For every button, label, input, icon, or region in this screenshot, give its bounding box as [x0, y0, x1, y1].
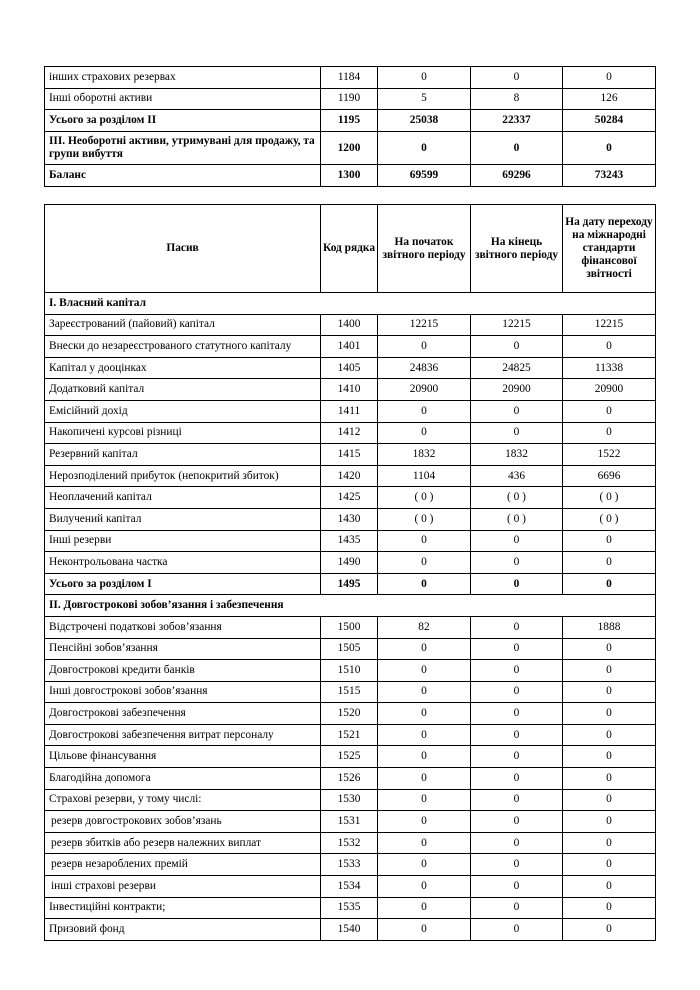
header-name: Пасив [45, 205, 321, 293]
value-start: 0 [378, 811, 471, 833]
row-label: Довгострокові забезпечення витрат персоналу [45, 724, 321, 746]
row-label: інші страхові резерви [45, 876, 321, 898]
value-ifrs: 0 [563, 746, 656, 768]
row-label: Емісійний дохід [45, 400, 321, 422]
section-row [45, 293, 656, 315]
table-row [45, 638, 656, 660]
value-end: 0 [471, 552, 563, 574]
value-ifrs: 0 [563, 811, 656, 833]
value-end: 1832 [471, 444, 563, 466]
row-label: Призовий фонд [45, 919, 321, 941]
value-start: 24836 [378, 357, 471, 379]
table-row [45, 465, 656, 487]
row-label: Нерозподілений прибуток (непокритий збиток) [45, 465, 321, 487]
row-code: 1532 [321, 832, 378, 854]
value-end: 69296 [471, 165, 563, 187]
value-start: 1104 [378, 465, 471, 487]
row-code: 1401 [321, 336, 378, 358]
value-end: 0 [471, 789, 563, 811]
value-ifrs: 20900 [563, 379, 656, 401]
value-start: 12215 [378, 314, 471, 336]
value-ifrs: 126 [563, 88, 656, 110]
row-code: 1533 [321, 854, 378, 876]
assets-continuation-table [44, 66, 656, 187]
row-code: 1300 [321, 165, 378, 187]
value-start: 0 [378, 336, 471, 358]
row-label: Баланс [45, 165, 321, 187]
section-title: ІІ. Довгострокові зобов’язання і забезпечення [45, 595, 656, 617]
row-label: Накопичені курсові різниці [45, 422, 321, 444]
value-end: 0 [471, 811, 563, 833]
section-row [45, 595, 656, 617]
row-code: 1495 [321, 573, 378, 595]
value-end: ( 0 ) [471, 508, 563, 530]
value-start: 0 [378, 422, 471, 444]
value-end: 0 [471, 746, 563, 768]
value-start: 0 [378, 67, 471, 89]
row-code: 1534 [321, 876, 378, 898]
value-end: 20900 [471, 379, 563, 401]
value-ifrs: 0 [563, 768, 656, 790]
value-start: 0 [378, 724, 471, 746]
table-row [45, 530, 656, 552]
table-row [45, 422, 656, 444]
header-start: На початок звітного періоду [378, 205, 471, 293]
row-code: 1405 [321, 357, 378, 379]
value-end: 0 [471, 854, 563, 876]
value-ifrs: 0 [563, 703, 656, 725]
table-row [45, 552, 656, 574]
row-label: Відстрочені податкові зобов’язання [45, 616, 321, 638]
value-start: 0 [378, 768, 471, 790]
value-ifrs: 0 [563, 789, 656, 811]
value-start: 82 [378, 616, 471, 638]
value-start: 0 [378, 789, 471, 811]
value-end: 0 [471, 681, 563, 703]
row-label: Страхові резерви, у тому числі: [45, 789, 321, 811]
row-label: Неоплачений капітал [45, 487, 321, 509]
row-label: резерв довгострокових зобов’язань [45, 811, 321, 833]
value-end: 0 [471, 919, 563, 941]
value-end: 0 [471, 336, 563, 358]
row-code: 1435 [321, 530, 378, 552]
row-label: інших страхових резервах [45, 67, 321, 89]
table-row [45, 379, 656, 401]
table-row [45, 897, 656, 919]
row-label: Вилучений капітал [45, 508, 321, 530]
section-title: І. Власний капітал [45, 293, 656, 315]
table-row [45, 165, 656, 187]
table-row [45, 660, 656, 682]
row-label: Інші оборотні активи [45, 88, 321, 110]
row-code: 1510 [321, 660, 378, 682]
table-row [45, 444, 656, 466]
value-ifrs: 0 [563, 552, 656, 574]
value-ifrs: 11338 [563, 357, 656, 379]
table-row [45, 357, 656, 379]
value-start: 0 [378, 573, 471, 595]
value-ifrs: 0 [563, 422, 656, 444]
row-code: 1521 [321, 724, 378, 746]
table-row [45, 336, 656, 358]
row-label: Інші резерви [45, 530, 321, 552]
table-row [45, 67, 656, 89]
value-ifrs: 0 [563, 876, 656, 898]
value-ifrs: 6696 [563, 465, 656, 487]
value-ifrs: 1888 [563, 616, 656, 638]
row-code: 1412 [321, 422, 378, 444]
table-row [45, 88, 656, 110]
row-code: 1515 [321, 681, 378, 703]
value-ifrs: 1522 [563, 444, 656, 466]
value-start: 0 [378, 681, 471, 703]
header-ifrs: На дату переходу на міжнародні стандарти фінансової звітності [563, 205, 656, 293]
row-label: Внески до незареєстрованого статутного капіталу [45, 336, 321, 358]
header-end: На кінець звітного періоду [471, 205, 563, 293]
row-code: 1410 [321, 379, 378, 401]
row-code: 1540 [321, 919, 378, 941]
value-start: 0 [378, 131, 471, 165]
row-code: 1530 [321, 789, 378, 811]
table-row [45, 487, 656, 509]
value-start: 0 [378, 400, 471, 422]
value-end: 8 [471, 88, 563, 110]
value-ifrs: 0 [563, 530, 656, 552]
row-code: 1425 [321, 487, 378, 509]
value-ifrs: 0 [563, 336, 656, 358]
row-code: 1190 [321, 88, 378, 110]
table-row [45, 811, 656, 833]
value-end: 0 [471, 530, 563, 552]
row-label: Резервний капітал [45, 444, 321, 466]
value-start: 69599 [378, 165, 471, 187]
value-ifrs: 0 [563, 681, 656, 703]
row-label: Усього за розділом ІІ [45, 110, 321, 132]
value-start: 0 [378, 552, 471, 574]
row-label: ІІІ. Необоротні активи, утримувані для продажу, та групи вибуття [45, 131, 321, 165]
value-end: 0 [471, 616, 563, 638]
row-code: 1520 [321, 703, 378, 725]
value-end: 24825 [471, 357, 563, 379]
table-row [45, 768, 656, 790]
table-row [45, 681, 656, 703]
row-code: 1531 [321, 811, 378, 833]
table-row [45, 789, 656, 811]
row-label: Довгострокові забезпечення [45, 703, 321, 725]
value-start: ( 0 ) [378, 508, 471, 530]
row-code: 1505 [321, 638, 378, 660]
table-row [45, 703, 656, 725]
value-end: 0 [471, 876, 563, 898]
table-row [45, 832, 656, 854]
value-start: 0 [378, 876, 471, 898]
value-end: 12215 [471, 314, 563, 336]
value-start: 0 [378, 897, 471, 919]
row-code: 1500 [321, 616, 378, 638]
value-ifrs: 0 [563, 131, 656, 165]
row-code: 1535 [321, 897, 378, 919]
value-end: 0 [471, 768, 563, 790]
value-start: 0 [378, 638, 471, 660]
value-end: 0 [471, 703, 563, 725]
value-start: 20900 [378, 379, 471, 401]
value-start: 0 [378, 919, 471, 941]
header-code: Код рядка [321, 205, 378, 293]
value-ifrs: ( 0 ) [563, 487, 656, 509]
row-code: 1415 [321, 444, 378, 466]
value-end: 0 [471, 897, 563, 919]
value-end: ( 0 ) [471, 487, 563, 509]
value-end: 0 [471, 660, 563, 682]
row-label: Усього за розділом І [45, 573, 321, 595]
table-row [45, 724, 656, 746]
value-ifrs: 0 [563, 897, 656, 919]
liabilities-table [44, 204, 656, 941]
value-end: 0 [471, 422, 563, 444]
row-label: Інші довгострокові зобов’язання [45, 681, 321, 703]
value-start: 0 [378, 746, 471, 768]
row-code: 1420 [321, 465, 378, 487]
table-row [45, 746, 656, 768]
table-row [45, 919, 656, 941]
header-row [45, 205, 656, 293]
table-row [45, 573, 656, 595]
value-end: 0 [471, 638, 563, 660]
value-ifrs: 0 [563, 832, 656, 854]
value-ifrs: 0 [563, 573, 656, 595]
value-end: 436 [471, 465, 563, 487]
row-label: Благодійна допомога [45, 768, 321, 790]
value-ifrs: 73243 [563, 165, 656, 187]
row-code: 1430 [321, 508, 378, 530]
value-ifrs: 0 [563, 400, 656, 422]
row-code: 1525 [321, 746, 378, 768]
table-row [45, 854, 656, 876]
value-ifrs: 0 [563, 67, 656, 89]
value-ifrs: 50284 [563, 110, 656, 132]
table-row [45, 110, 656, 132]
value-start: ( 0 ) [378, 487, 471, 509]
table-row [45, 876, 656, 898]
row-code: 1411 [321, 400, 378, 422]
row-label: Додатковий капітал [45, 379, 321, 401]
value-ifrs: 0 [563, 724, 656, 746]
value-end: 0 [471, 724, 563, 746]
row-code: 1490 [321, 552, 378, 574]
row-label: Цільове фінансування [45, 746, 321, 768]
value-ifrs: ( 0 ) [563, 508, 656, 530]
value-ifrs: 0 [563, 638, 656, 660]
row-label: Пенсійні зобов’язання [45, 638, 321, 660]
row-label: Зареєстрований (пайовий) капітал [45, 314, 321, 336]
row-code: 1526 [321, 768, 378, 790]
value-end: 0 [471, 400, 563, 422]
value-start: 0 [378, 530, 471, 552]
value-ifrs: 0 [563, 854, 656, 876]
value-start: 0 [378, 703, 471, 725]
table-row [45, 131, 656, 165]
row-label: Довгострокові кредити банків [45, 660, 321, 682]
value-start: 25038 [378, 110, 471, 132]
row-label: Капітал у дооцінках [45, 357, 321, 379]
value-start: 0 [378, 832, 471, 854]
value-ifrs: 0 [563, 919, 656, 941]
value-start: 5 [378, 88, 471, 110]
table-row [45, 508, 656, 530]
value-start: 1832 [378, 444, 471, 466]
value-end: 0 [471, 131, 563, 165]
row-code: 1195 [321, 110, 378, 132]
row-label: Неконтрольована частка [45, 552, 321, 574]
value-ifrs: 12215 [563, 314, 656, 336]
value-ifrs: 0 [563, 660, 656, 682]
row-label: резерв збитків або резерв належних виплат [45, 832, 321, 854]
row-code: 1184 [321, 67, 378, 89]
row-label: Інвестиційні контракти; [45, 897, 321, 919]
value-end: 0 [471, 573, 563, 595]
row-label: резерв незароблених премій [45, 854, 321, 876]
row-code: 1200 [321, 131, 378, 165]
value-start: 0 [378, 660, 471, 682]
value-end: 22337 [471, 110, 563, 132]
table-row [45, 616, 656, 638]
row-code: 1400 [321, 314, 378, 336]
value-end: 0 [471, 67, 563, 89]
value-end: 0 [471, 832, 563, 854]
value-start: 0 [378, 854, 471, 876]
table-row [45, 400, 656, 422]
table-row [45, 314, 656, 336]
